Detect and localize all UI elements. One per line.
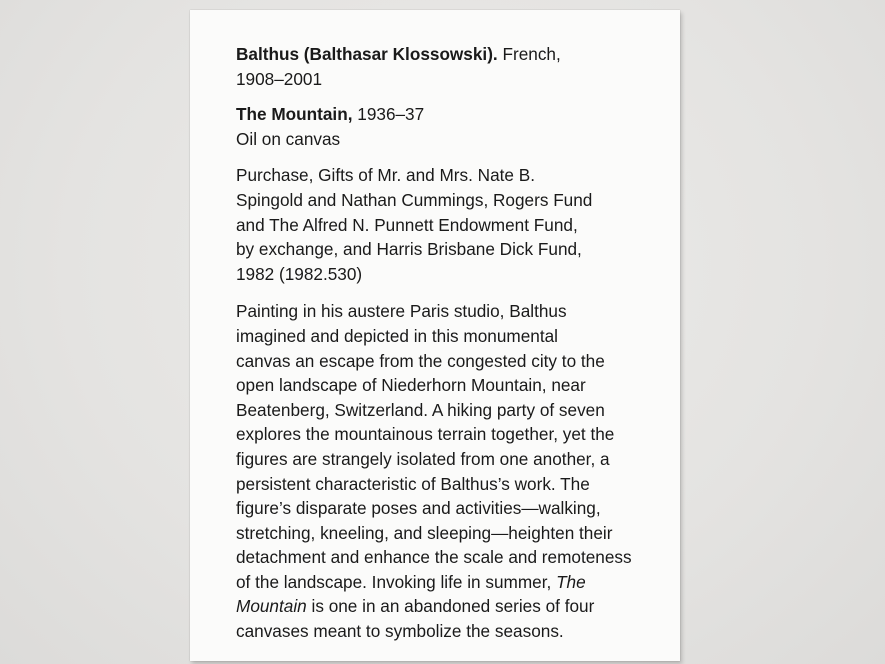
description-line: explores the mountainous terrain together, yet the: [236, 424, 615, 445]
museum-wall-label: [190, 10, 680, 661]
credit-line: [236, 163, 660, 286]
description-line: persistent characteristic of Balthus’s work. The: [236, 473, 590, 494]
italic-title-fragment: The: [556, 571, 586, 592]
artist-dates: 1908–2001: [236, 68, 323, 89]
artist-block: [236, 42, 660, 91]
description-line: stretching, kneeling, and sleeping—heighten their: [236, 522, 613, 543]
description-line: [236, 594, 660, 619]
artwork-title-block: [236, 102, 660, 151]
description: [236, 299, 660, 643]
credit-line-text: Spingold and Nathan Cummings, Rogers Fund: [236, 189, 593, 210]
artwork-title: The Mountain,: [236, 104, 353, 125]
description-line: imagined and depicted in this monumental: [236, 325, 558, 346]
description-line: canvases meant to symbolize the seasons.: [236, 621, 564, 642]
description-line: detachment and enhance the scale and remoteness: [236, 547, 632, 568]
description-line: figure’s disparate poses and activities—walking,: [236, 498, 601, 519]
description-text: is one in an abandoned series of four: [311, 596, 595, 617]
credit-line-text: by exchange, and Harris Brisbane Dick Fund,: [236, 239, 582, 260]
artwork-date: 1936–37: [357, 104, 425, 125]
artist-name: Balthus (Balthasar Klossowski).: [236, 44, 498, 64]
description-line: open landscape of Niederhorn Mountain, near: [236, 375, 586, 396]
credit-line-text: and The Alfred N. Punnett Endowment Fund,: [236, 214, 578, 235]
description-line: Painting in his austere Paris studio, Balthus: [236, 301, 567, 322]
description-line: figures are strangely isolated from one another, a: [236, 448, 610, 469]
description-line: canvas an escape from the congested city to the: [236, 350, 605, 371]
description-text: of the landscape. Invoking life in summer,: [236, 571, 552, 592]
italic-title-fragment: Mountain: [236, 596, 307, 617]
artwork-medium: Oil on canvas: [236, 128, 341, 149]
description-line: Beatenberg, Switzerland. A hiking party of seven: [236, 399, 605, 420]
artist-nationality: French,: [502, 44, 561, 64]
credit-line-text: Purchase, Gifts of Mr. and Mrs. Nate B.: [236, 165, 535, 186]
credit-line-text: 1982 (1982.530): [236, 263, 363, 284]
description-line: [236, 570, 660, 595]
